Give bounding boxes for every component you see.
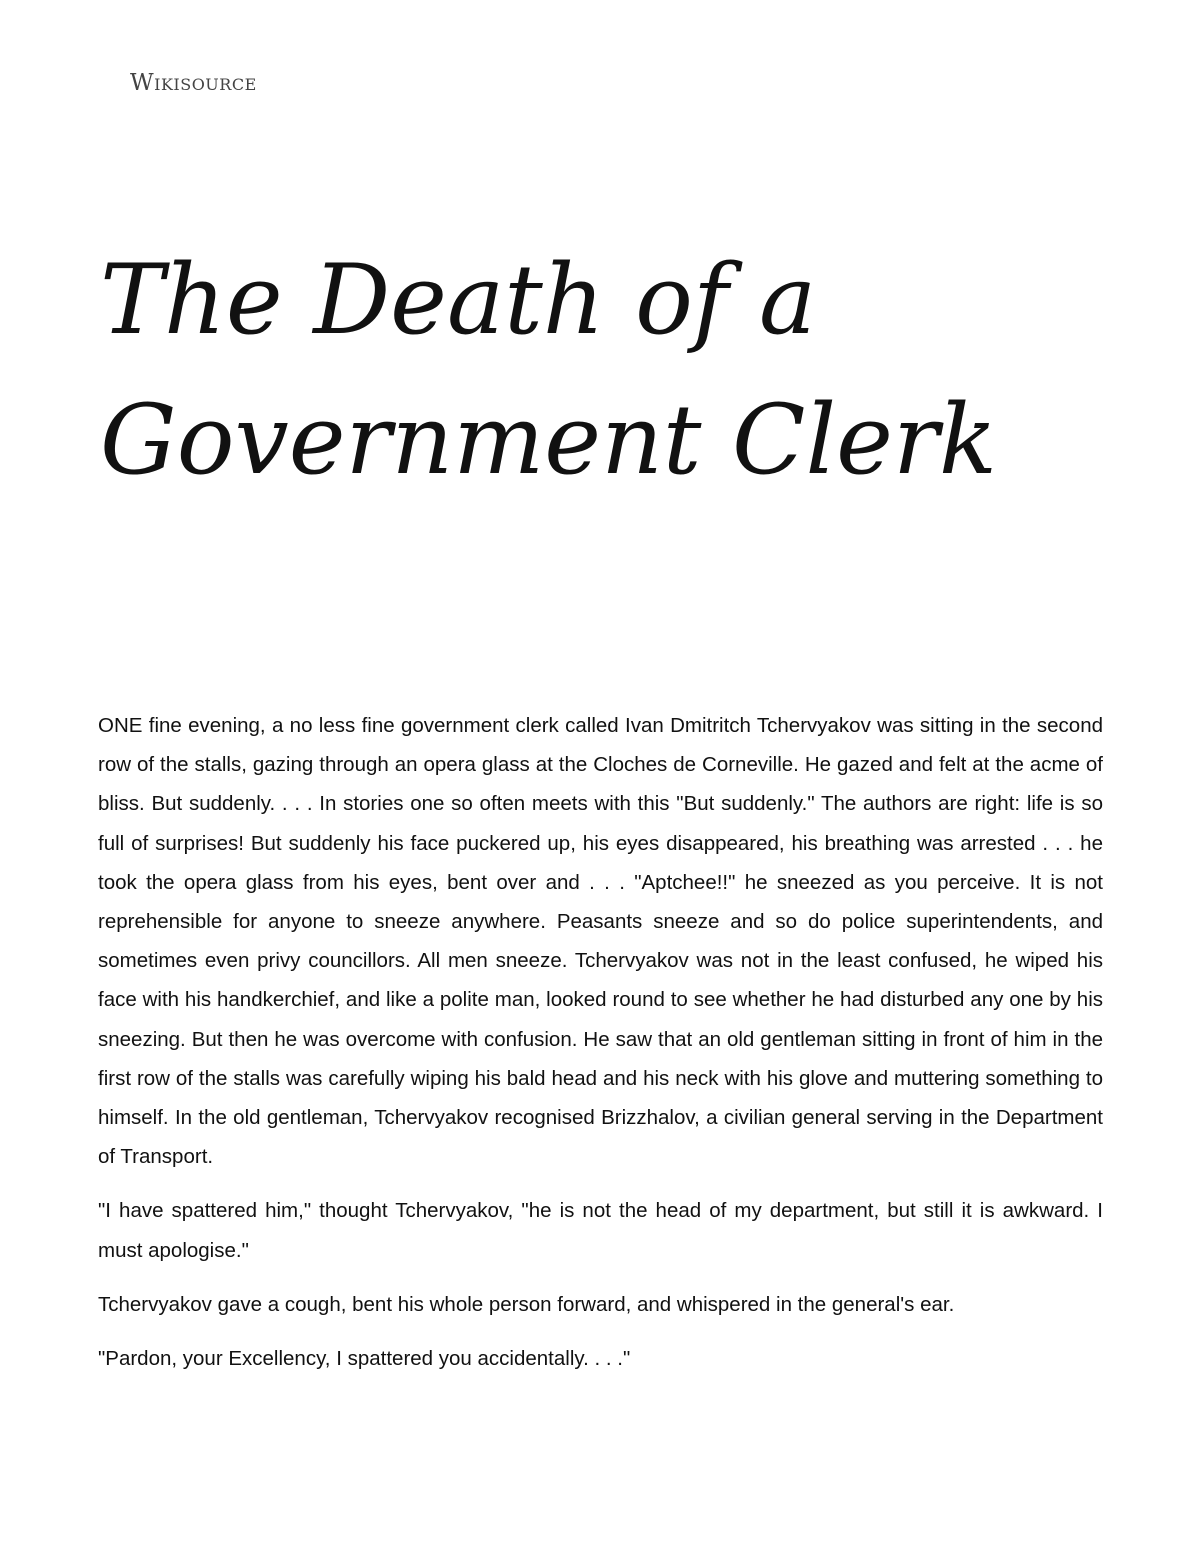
paragraph: "I have spattered him," thought Tchervyakov, "he is not the head of my department, but still it is awkward. I must apologise." — [98, 1199, 1103, 1262]
document-title — [100, 230, 1100, 510]
paragraph: "Pardon, your Excellency, I spattered you accidentally. . . ." — [98, 1347, 631, 1371]
paragraph: Tchervyakov gave a cough, bent his whole person forward, and whispered in the general's ear. — [98, 1292, 955, 1316]
title-line-2: Government Clerk — [100, 384, 998, 496]
paragraph: ONE fine evening, a no less fine government clerk called Ivan Dmitritch Tchervyakov was sitting in the second row of the stalls, gazing through an opera glass at the Cloches de Corneville. He gazed and felt at the acme of bliss. But suddenly. . . . In stories one so often meets with this "But suddenly." The authors are right: life is so full of surprises! But suddenly his face puckered up, his eyes disappeared, his breathing was arrested . . . he took the opera glass from his eyes, bent over and . . . "Aptchee!!" he sneezed as you perceive. It is not reprehensible for anyone to sneeze anywhere. Peasants sneeze and so do police superintendents, and sometimes even privy councillors. All men sneeze. Tchervyakov was not in the least confused, he wiped his face with his handkerchief, and like a polite man, looked round to see whether he had disturbed any one by his sneezing. But then he was overcome with confusion. He saw that an old gentleman sitting in front of him in the first row of the stalls was carefully wiping his bald head and his neck with his glove and muttering something to himself. In the old gentleman, Tchervyakov recognised Brizzhalov, a civilian general serving in the Department of Transport. — [98, 714, 1103, 1169]
wikisource-logo: Wikisource — [130, 70, 257, 96]
title-line-1: The Death of a — [100, 244, 817, 356]
document-body — [98, 706, 1103, 1393]
